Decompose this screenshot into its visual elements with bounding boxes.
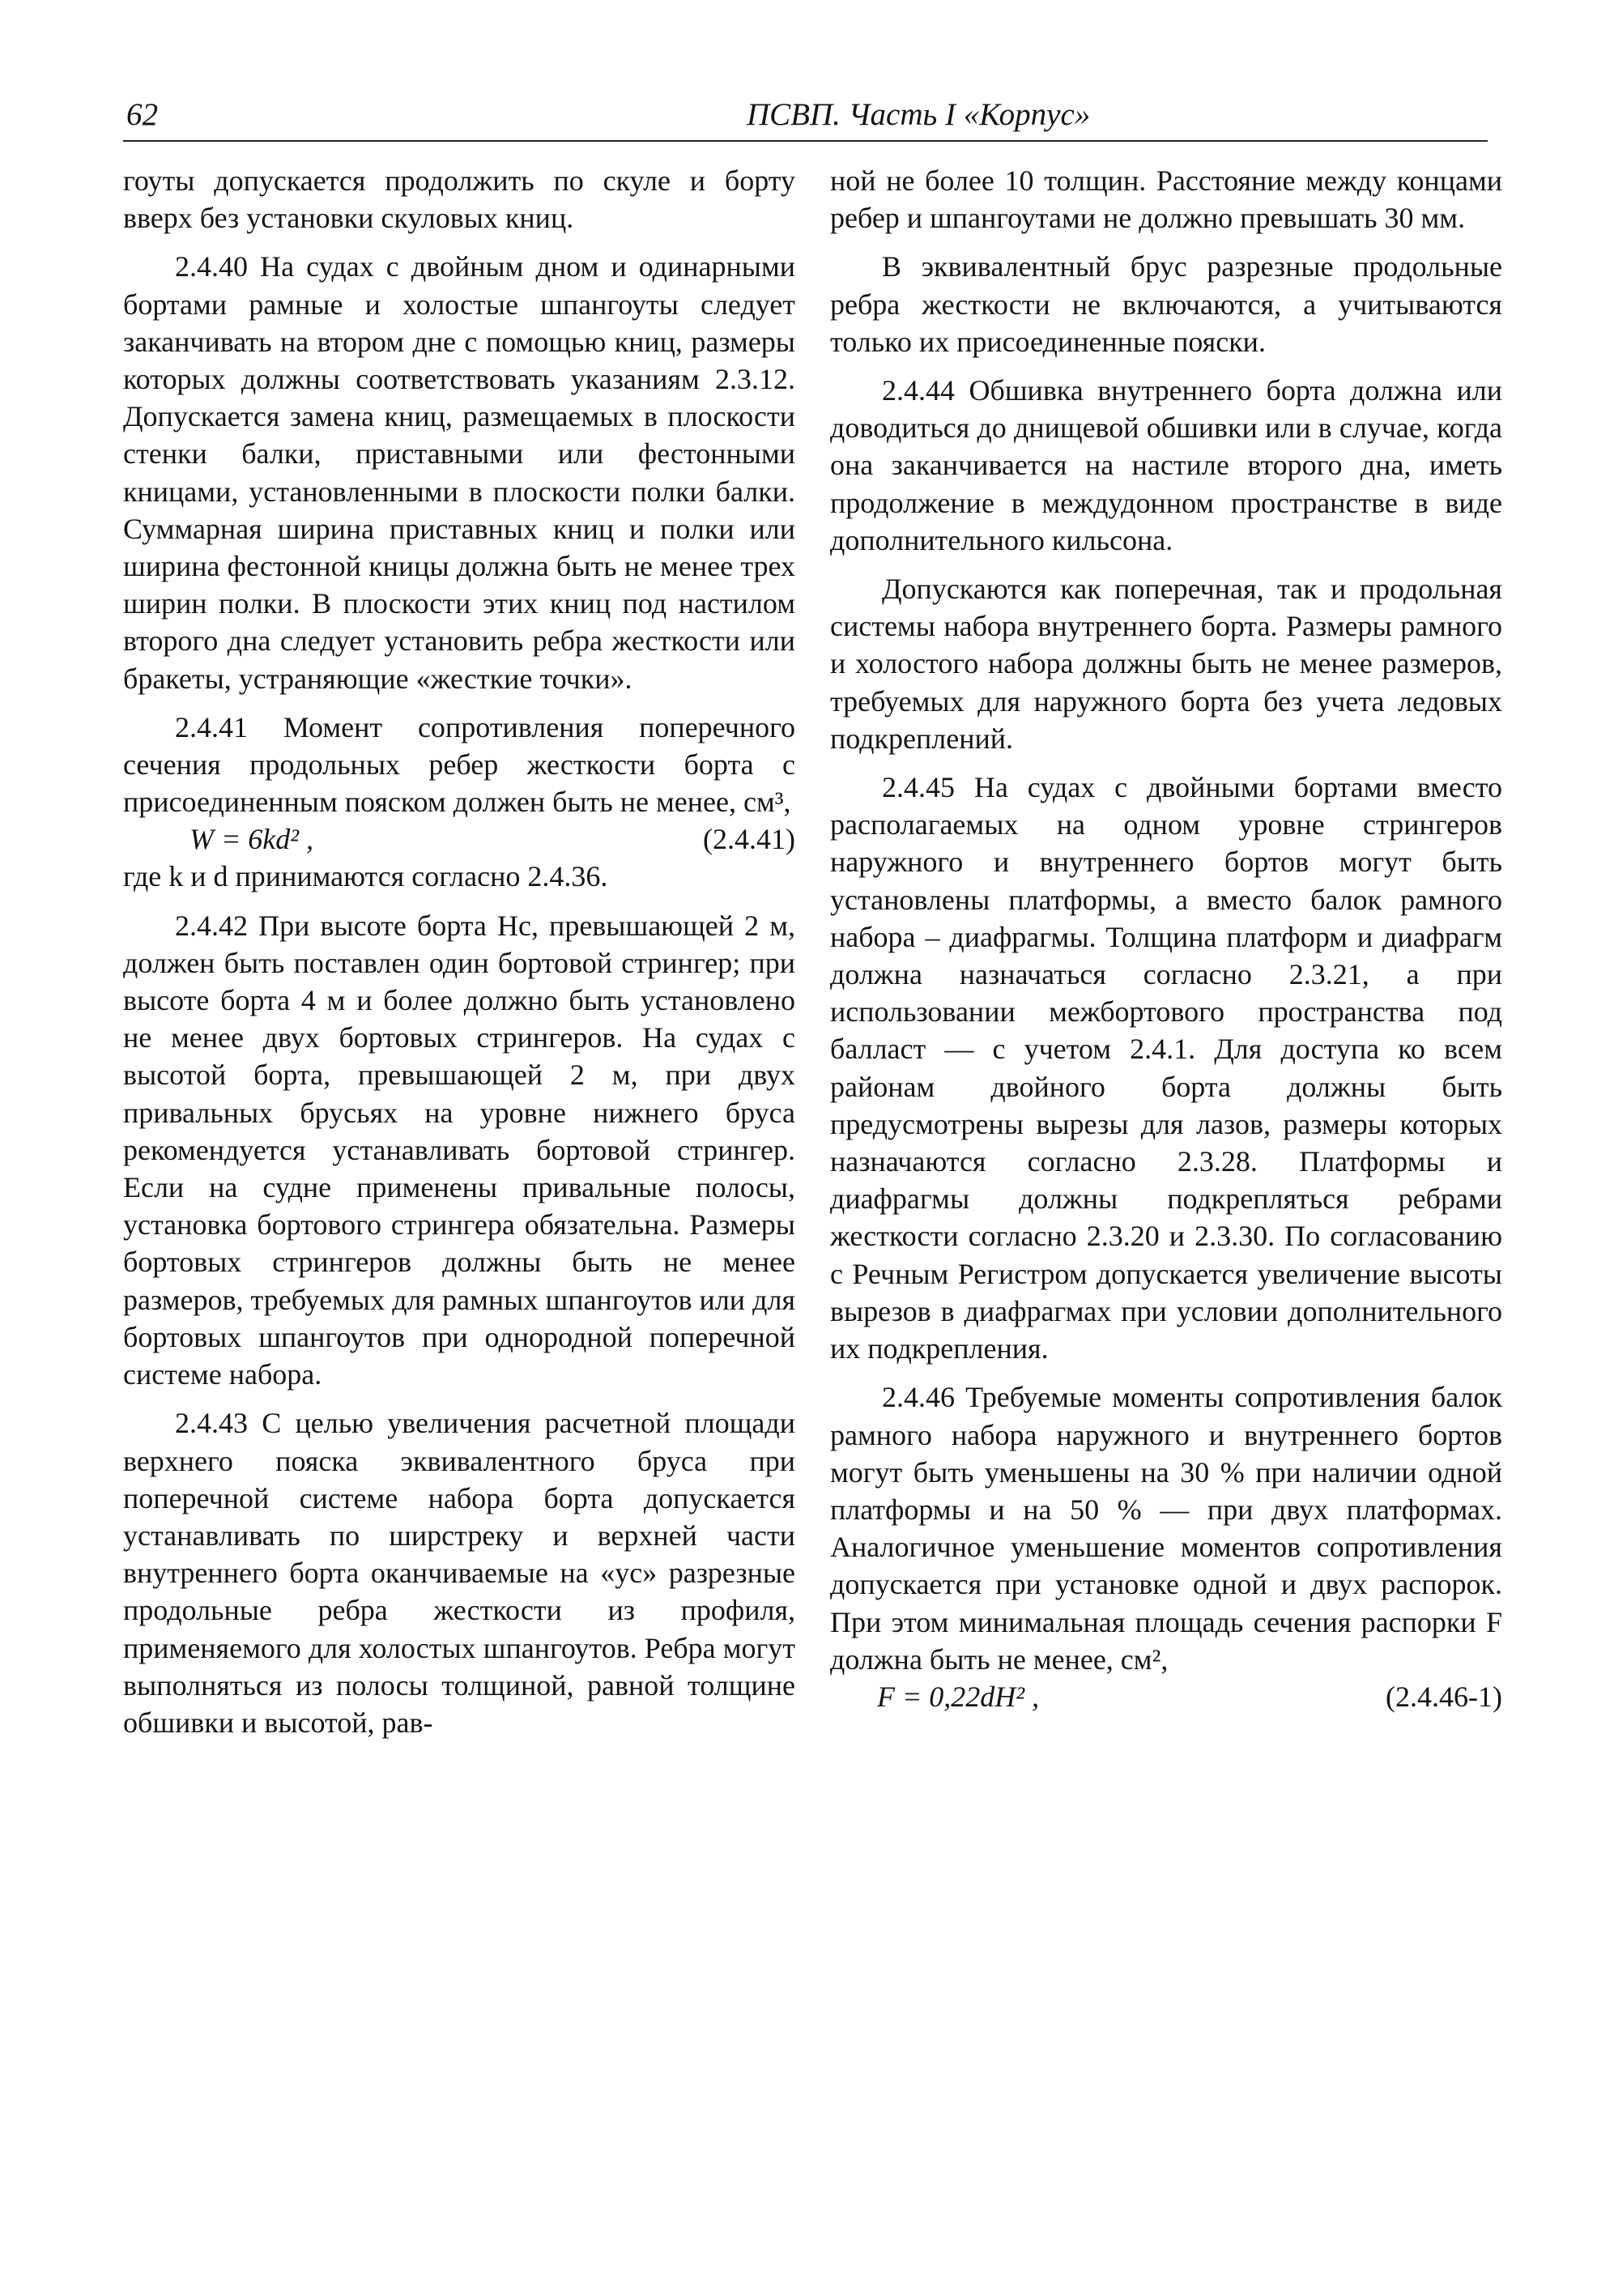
paragraph: Допускаются как поперечная, так и продольная системы набора внутреннего борта. Размеры рамного и холостого набора должны быть не менее размеров, требуемых для наружного борта без учета ледовых подкреплений. bbox=[830, 573, 1502, 755]
formula-number: (2.4.46-1) bbox=[1386, 1680, 1502, 1713]
formula-expression: F = 0,22dH² , bbox=[877, 1680, 1040, 1713]
left-column bbox=[123, 162, 795, 1753]
running-header bbox=[123, 93, 1488, 142]
section-text: При высоте борта Hс, превышающей 2 м, должен быть поставлен один бортовой стрингер; при высоте борта 4 м и более должно быть установлено не менее двух бортовых стрингеров. На судах с высотой борта, превышающей 2 м, при двух привальных брусьях на уровне нижнего бруса рекомендуется устанавливать бортовой стрингер. Если на судне применены привальные полосы, установка бортового стрингера обязательна. Размеры бортовых стрингеров должны быть не менее размеров, требуемых для рамных шпангоутов или для бортовых шпангоутов при однородной поперечной системе набора. bbox=[123, 909, 795, 1391]
formula-expression: W = 6kd² , bbox=[190, 823, 314, 856]
section-2-4-45 bbox=[830, 769, 1502, 1367]
right-column bbox=[830, 162, 1502, 1715]
section-2-4-41 bbox=[123, 709, 795, 821]
section-2-4-40 bbox=[123, 248, 795, 696]
section-text: На судах с двойными бортами вместо располагаемых на одном уровне стрингеров наружного и внутреннего бортов могут быть установлены платформы, а вместо балок рамного набора – диафрагмы. Толщина платформ и диафрагм должна назначаться согласно 2.3.21, а при использовании межбортового пространства под балласт — с учетом 2.4.1. Для доступа ко всем районам двойного борта должны быть предусмотрены вырезы для лазов, размеры которых назначаются согласно 2.3.28. Платформы и диафрагмы должны подкрепляться ребрами жесткости согласно 2.3.20 и 2.3.30. По согласованию с Речным Регистром допускается увеличение высоты вырезов в диафрагмах при условии дополнительного их подкрепления. bbox=[830, 771, 1502, 1365]
section-2-4-46 bbox=[830, 1378, 1502, 1678]
formula-2-4-41 bbox=[123, 820, 795, 858]
paragraph: В эквивалентный брус разрезные продольные ребра жесткости не включаются, а учитываются только их присоединенные пояски. bbox=[830, 250, 1502, 358]
section-number: 2.4.44 bbox=[882, 374, 955, 407]
section-number: 2.4.42 bbox=[175, 909, 248, 942]
section-number: 2.4.41 bbox=[175, 710, 248, 743]
section-2-4-44 bbox=[830, 372, 1502, 559]
section-number: 2.4.40 bbox=[175, 250, 248, 283]
section-text: На судах с двойным дном и одинарными бортами рамные и холостые шпангоуты следует заканчивать на втором дне с помощью книц, размеры которых должны соответствовать указаниям 2.3.12. Допускается замена книц, размещаемых в плоскости стенки балки, приставными или фестонными кницами, установленными в плоскости полки балки. Суммарная ширина приставных книц и полки или ширина фестонной кницы должна быть не менее трех ширин полки. В плоскости этих книц под настилом второго дна следует установить ребра жесткости или бракеты, устраняющие «жесткие точки». bbox=[123, 250, 795, 695]
page-number: 62 bbox=[126, 97, 158, 132]
section-number: 2.4.46 bbox=[882, 1381, 955, 1414]
section-text: Обшивка внутреннего борта должна или доводиться до днищевой обшивки или в случае, когда она заканчивается на настиле второго дна, иметь продолжение в междудонном пространстве в виде дополнительного кильсона. bbox=[830, 374, 1502, 556]
formula-number: (2.4.41) bbox=[703, 823, 795, 856]
section-2-4-42 bbox=[123, 907, 795, 1394]
formula-where-clause: где k и d принимаются согласно 2.4.36. bbox=[123, 860, 608, 893]
section-text: С целью увеличения расчетной площади верхнего пояска эквивалентного бруса при поперечной системе набора борта допускается устанавливать по ширстреку и верхней части внутреннего борта оканчиваемые на «ус» разрезные продольные ребра жесткости из профиля, применяемого для холостых шпангоутов. Ребра могут выполняться из полосы толщиной, равной толщине обшивки и высотой, рав- bbox=[123, 1407, 795, 1739]
section-2-4-43 bbox=[123, 1404, 795, 1741]
paragraph-continued: ной не более 10 толщин. Расстояние между концами ребер и шпангоутами не должно превышать 30 мм. bbox=[830, 164, 1502, 235]
section-text: Требуемые моменты сопротивления балок рамного набора наружного и внутреннего бортов могут быть уменьшены на 30 % при наличии одной платформы и на 50 % — при двух платформах. Аналогичное уменьшение моментов сопротивления допускается при установке одной и двух распорок. При этом минимальная площадь сечения распорки F должна быть не менее, см², bbox=[830, 1381, 1502, 1676]
formula-2-4-46-1 bbox=[830, 1678, 1502, 1715]
paragraph-continued: гоуты допускается продолжить по скуле и борту вверх без установки скуловых книц. bbox=[123, 164, 795, 235]
running-title: ПСВП. Часть I «Корпус» bbox=[747, 97, 1091, 132]
section-number: 2.4.45 bbox=[882, 771, 955, 804]
section-text: Момент сопротивления поперечного сечения продольных ребер жесткости борта с присоединенным пояском должен быть не менее, см³, bbox=[123, 710, 795, 819]
section-number: 2.4.43 bbox=[175, 1407, 248, 1440]
